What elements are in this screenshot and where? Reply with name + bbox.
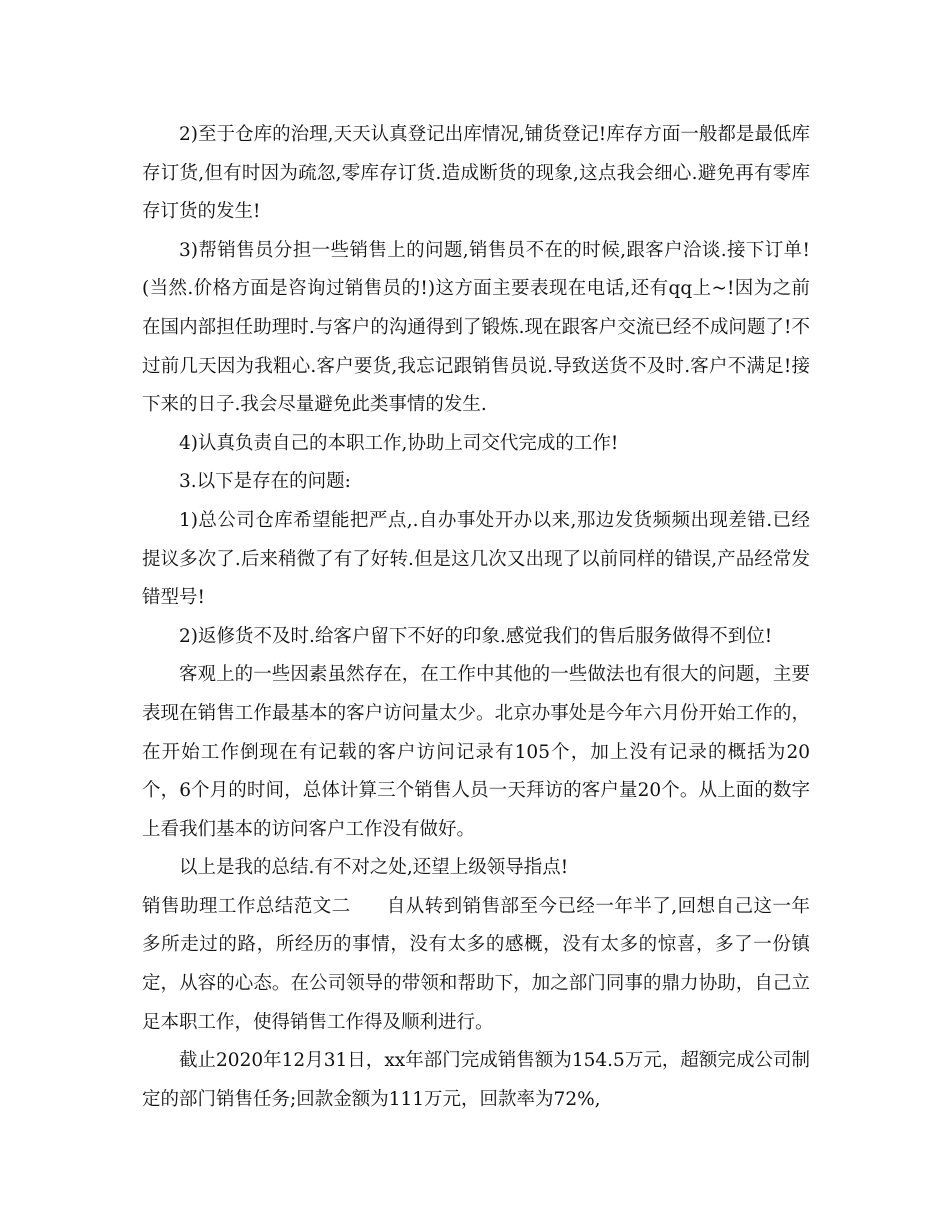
paragraph-duties: 4)认真负责自己的本职工作,协助上司交代完成的工作!	[179, 432, 619, 454]
paragraph-problem-1: 1)总公司仓库希望能把严点,.自办事处开办以来,那边发货频频出现差错.已经提议多次了.后来稍微了有了好转.但是这几次又出现了以前同样的错误,产品经常发错型号!	[142, 509, 810, 609]
section-two-block	[142, 888, 810, 1042]
paragraph-conclusion: 以上是我的总结.有不对之处,还望上级领导指点!	[179, 857, 569, 879]
paragraph-sales-results: 截止2020年12月31日，xx年部门完成销售额为154.5万元，超额完成公司制定的部门销售任务;回款金额为111万元，回款率为72%,	[142, 1050, 810, 1110]
paragraph-assist-sales: 3)帮销售员分担一些销售上的问题,销售员不在的时候,跟客户洽谈.接下订单!(当然.价格方面是咨询过销售员的!)这方面主要表现在电话,还有qq上~!因为之前在国内部担任助理时.与客户的沟通得到了锻炼.现在跟客户交流已经不成问题了!不过前几天因为我粗心.客户要货,我忘记跟销售员说.导致送货不及时.客户不满足!接下来的日子.我会尽量避免此类事情的发生.	[142, 239, 810, 416]
paragraph-warehouse: 2)至于仓库的治理,天天认真登记出库情况,铺货登记!库存方面一般都是最低库存订货,但有时因为疏忽,零库存订货.造成断货的现象,这点我会细心.避免再有零库存订货的发生!	[142, 124, 810, 223]
paragraph-problems-heading: 3.以下是存在的问题:	[179, 471, 351, 493]
document-body	[142, 116, 810, 1119]
section-two-title: 销售助理工作总结范文二	[142, 895, 351, 917]
paragraph-objective-factors: 客观上的一些因素虽然存在，在工作中其他的一些做法也有很大的问题，主要表现在销售工作最基本的客户访问量太少。北京办事处是今年六月份开始工作的，在开始工作倒现在有记载的客户访问记录有105个，加上没有记录的概括为20个，6个月的时间，总体计算三个销售人员一天拜访的客户量20个。从上面的数字上看我们基本的访问客户工作没有做好。	[142, 664, 810, 840]
section-two-intro: 自从转到销售部至今已经一年半了,回想自己这一年多所走过的路，所经历的事情，没有太多的感概，没有太多的惊喜，多了一份镇定，从容的心态。在公司领导的带领和帮助下，加之部门同事的鼎力协助，自己立足本职工作，使得销售工作得及顺利进行。	[142, 895, 810, 1033]
paragraph-problem-2: 2)返修货不及时.给客户留下不好的印象.感觉我们的售后服务做得不到位!	[179, 625, 773, 647]
